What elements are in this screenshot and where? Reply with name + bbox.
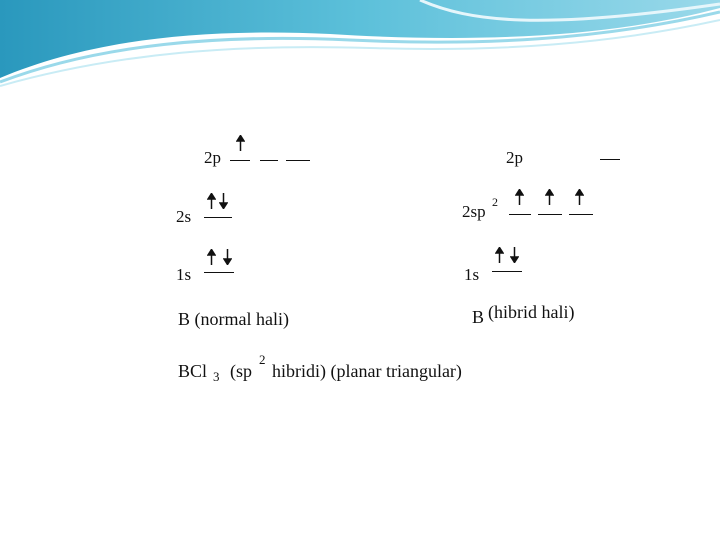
decorative-header-swoosh (0, 0, 720, 90)
normal-2p-orbital-3 (286, 160, 310, 161)
caption-hybrid-text: hibridi) (planar triangular) (272, 361, 462, 381)
normal-2s-orbital (204, 217, 232, 218)
hybrid-2sp2-superscript: 2 (492, 195, 498, 209)
up-arrow-icon (515, 189, 524, 205)
normal-1s-label: 1s (176, 265, 192, 284)
normal-2s-label: 2s (176, 207, 192, 226)
hybrid-1s-orbital (492, 271, 522, 272)
hybrid-1s-label: 1s (464, 265, 480, 284)
normal-2p-orbital-2 (260, 160, 278, 161)
up-arrow-icon (207, 193, 216, 209)
hybrid-sp2-orbital-2 (538, 214, 562, 215)
caption-hybrid-superscript: 2 (259, 352, 266, 367)
hybrid-2p-label: 2p (506, 148, 523, 167)
down-arrow-icon (223, 249, 232, 265)
up-arrow-icon (545, 189, 554, 205)
caption-molecule-subscript: 3 (213, 369, 220, 384)
hybrid-2sp2-label: 2sp (462, 202, 486, 221)
down-arrow-icon (510, 247, 519, 263)
normal-2p-orbital-1 (230, 160, 250, 161)
caption-hybrid-open: (sp (230, 361, 252, 381)
normal-1s-orbital (204, 272, 234, 273)
up-arrow-icon (495, 247, 504, 263)
hybrid-state-label: (hibrid hali) (488, 302, 575, 322)
normal-2p-label: 2p (204, 148, 221, 167)
up-arrow-icon (575, 189, 584, 205)
hybrid-state-b: B (472, 307, 485, 327)
hybrid-sp2-orbital-1 (509, 214, 531, 215)
caption-molecule: BCl (178, 361, 208, 381)
normal-state-label: B (normal hali) (178, 309, 289, 329)
hybrid-sp2-orbital-3 (569, 214, 593, 215)
orbital-diagram (162, 123, 628, 388)
up-arrow-icon (207, 249, 216, 265)
down-arrow-icon (219, 193, 228, 209)
up-arrow-icon (236, 135, 245, 151)
hybrid-2p-orbital (600, 159, 620, 160)
